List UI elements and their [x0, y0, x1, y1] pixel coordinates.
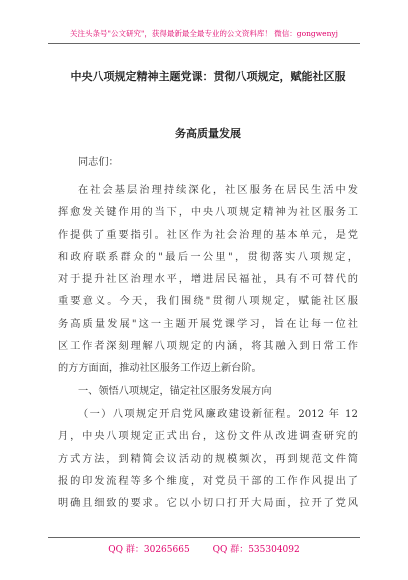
paragraph-line: 挥愈发关键作用的当下，中央八项规定精神为社区服务工	[58, 207, 358, 219]
paragraph-line: 对于提升社区治理水平，增进居民福祉，具有不可替代的	[58, 274, 358, 286]
paragraph-line: 月，中央八项规定正式出台，这份文件从改进调查研究的	[58, 431, 358, 443]
paragraph-line: 作提供了重要指引。社区作为社会治理的基本单元，是党	[58, 229, 358, 241]
document-title-line-1: 中央八项规定精神主题党课：贯彻八项规定，赋能社区服	[70, 70, 346, 83]
paragraph-line: 重要意义。今天，我们围绕"贯彻八项规定，赋能社区服	[58, 296, 358, 308]
header-divider	[48, 43, 360, 44]
section-heading-text: 一、领悟八项规定，锚定社区服务发展方向	[78, 386, 272, 397]
footer-divider	[48, 537, 360, 538]
document-title-line-2: 务高质量发展	[175, 127, 241, 140]
section-heading	[58, 381, 358, 403]
paragraph-line: （一）八项规定开启党风廉政建设新征程。2012 年 12	[78, 409, 358, 420]
paragraph-line: 区工作者深刻理解八项规定的内涵，将其融入到日常工作	[58, 341, 358, 353]
footer-contact: QQ 群：30265665 QQ 群：535304092	[108, 545, 300, 555]
salutation	[58, 152, 358, 174]
paragraph-section-1	[58, 404, 358, 515]
paragraph-line: 在社会基层治理持续深化，社区服务在居民生活中发	[78, 185, 358, 196]
paragraph-intro	[58, 180, 358, 381]
paragraph-line: 报的印发流程等多个维度，对党员干部的工作作风提出了	[58, 475, 358, 487]
header-banner: 关注头条号"公文研究"，获得最新最全最专业的公文资料库！ 微信：gongwenyj	[70, 29, 338, 38]
paragraph-line: 明确且细致的要求。它以小切口打开大局面，拉开了党风	[58, 498, 358, 510]
paragraph-line: 的方方面面，推动社区服务工作迈上新台阶。	[58, 363, 262, 375]
paragraph-line: 方式方法，到精简会议活动的规模频次，再到规范文件简	[58, 453, 358, 465]
salutation-text: 同志们：	[78, 157, 119, 168]
paragraph-line: 务高质量发展"这一主题开展党课学习，旨在让每一位社	[58, 318, 358, 330]
paragraph-line: 和政府联系群众的"最后一公里"，贯彻落实八项规定，	[58, 251, 358, 263]
